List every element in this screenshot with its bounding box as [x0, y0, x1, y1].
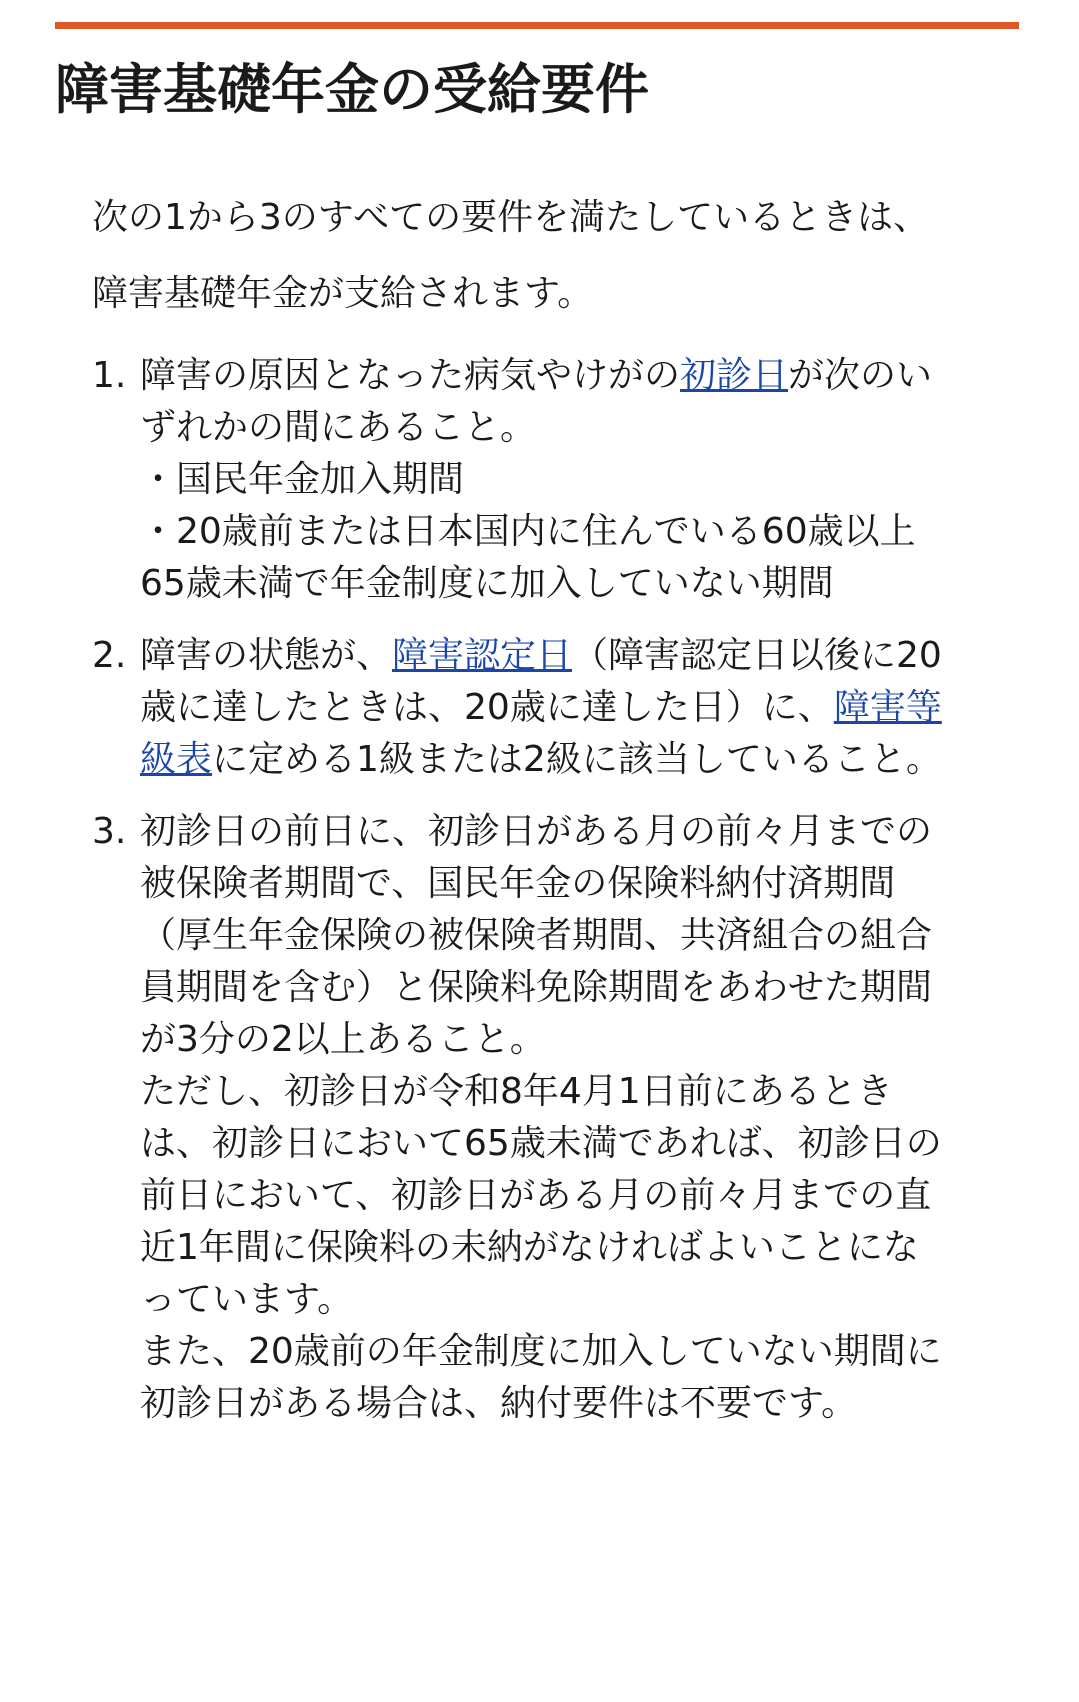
- page-title: 障害基礎年金の受給要件: [55, 58, 649, 121]
- requirement-text-mid: （障害認定日以後に20歳に達したときは、20歳に達した日）に、: [140, 635, 942, 728]
- requirement-number: 2.: [92, 635, 127, 676]
- requirement-text-pre: 障害の状態が、: [140, 635, 393, 676]
- first-visit-date-link[interactable]: 初診日: [680, 355, 789, 396]
- accent-bar: [55, 22, 1019, 29]
- requirement-text-post: に定める1級または2級に該当していること。: [212, 739, 942, 780]
- requirement-paragraph: ただし、初診日が令和8年4月1日前にあるときは、初診日において65歳未満であれば、初診日の前日において、初診日がある月の前々月までの直近1年間に保険料の未納がなければよいことになっています。: [140, 1071, 942, 1320]
- requirement-paragraph: 初診日の前日に、初診日がある月の前々月までの被保険者期間で、国民年金の保険料納付済期間（厚生年金保険の被保険者期間、共済組合の組合員期間を含む）と保険料免除期間をあわせた期間が3分の2以上あること。: [140, 811, 933, 1060]
- requirement-text: [140, 630, 952, 786]
- requirement-text-pre: 障害の原因となった病気やけがの: [140, 355, 681, 396]
- requirement-number: 3.: [92, 811, 127, 852]
- requirement-paragraph: また、20歳前の年金制度に加入していない期間に初診日がある場合は、納付要件は不要です。: [140, 1331, 942, 1424]
- intro-text: 次の1から3のすべての要件を満たしているときは、障害基礎年金が支給されます。: [92, 197, 930, 314]
- requirement-number: 1.: [92, 355, 127, 396]
- disability-grade-table-link[interactable]: 障害等級表: [140, 687, 942, 780]
- requirement-text: [140, 350, 952, 610]
- requirement-item-2: [92, 630, 952, 786]
- requirement-item-3: [92, 806, 952, 1430]
- bullet-item: ・国民年金加入期間: [140, 459, 465, 500]
- disability-certification-date-link[interactable]: 障害認定日: [392, 635, 573, 676]
- requirement-text: [140, 806, 952, 1430]
- requirement-text-post: が次のいずれかの間にあること。: [140, 355, 933, 448]
- bullet-item: ・20歳前または日本国内に住んでいる60歳以上65歳未満で年金制度に加入していない期間: [140, 511, 916, 604]
- requirement-item-1: [92, 350, 952, 610]
- requirements-list: [92, 350, 952, 1450]
